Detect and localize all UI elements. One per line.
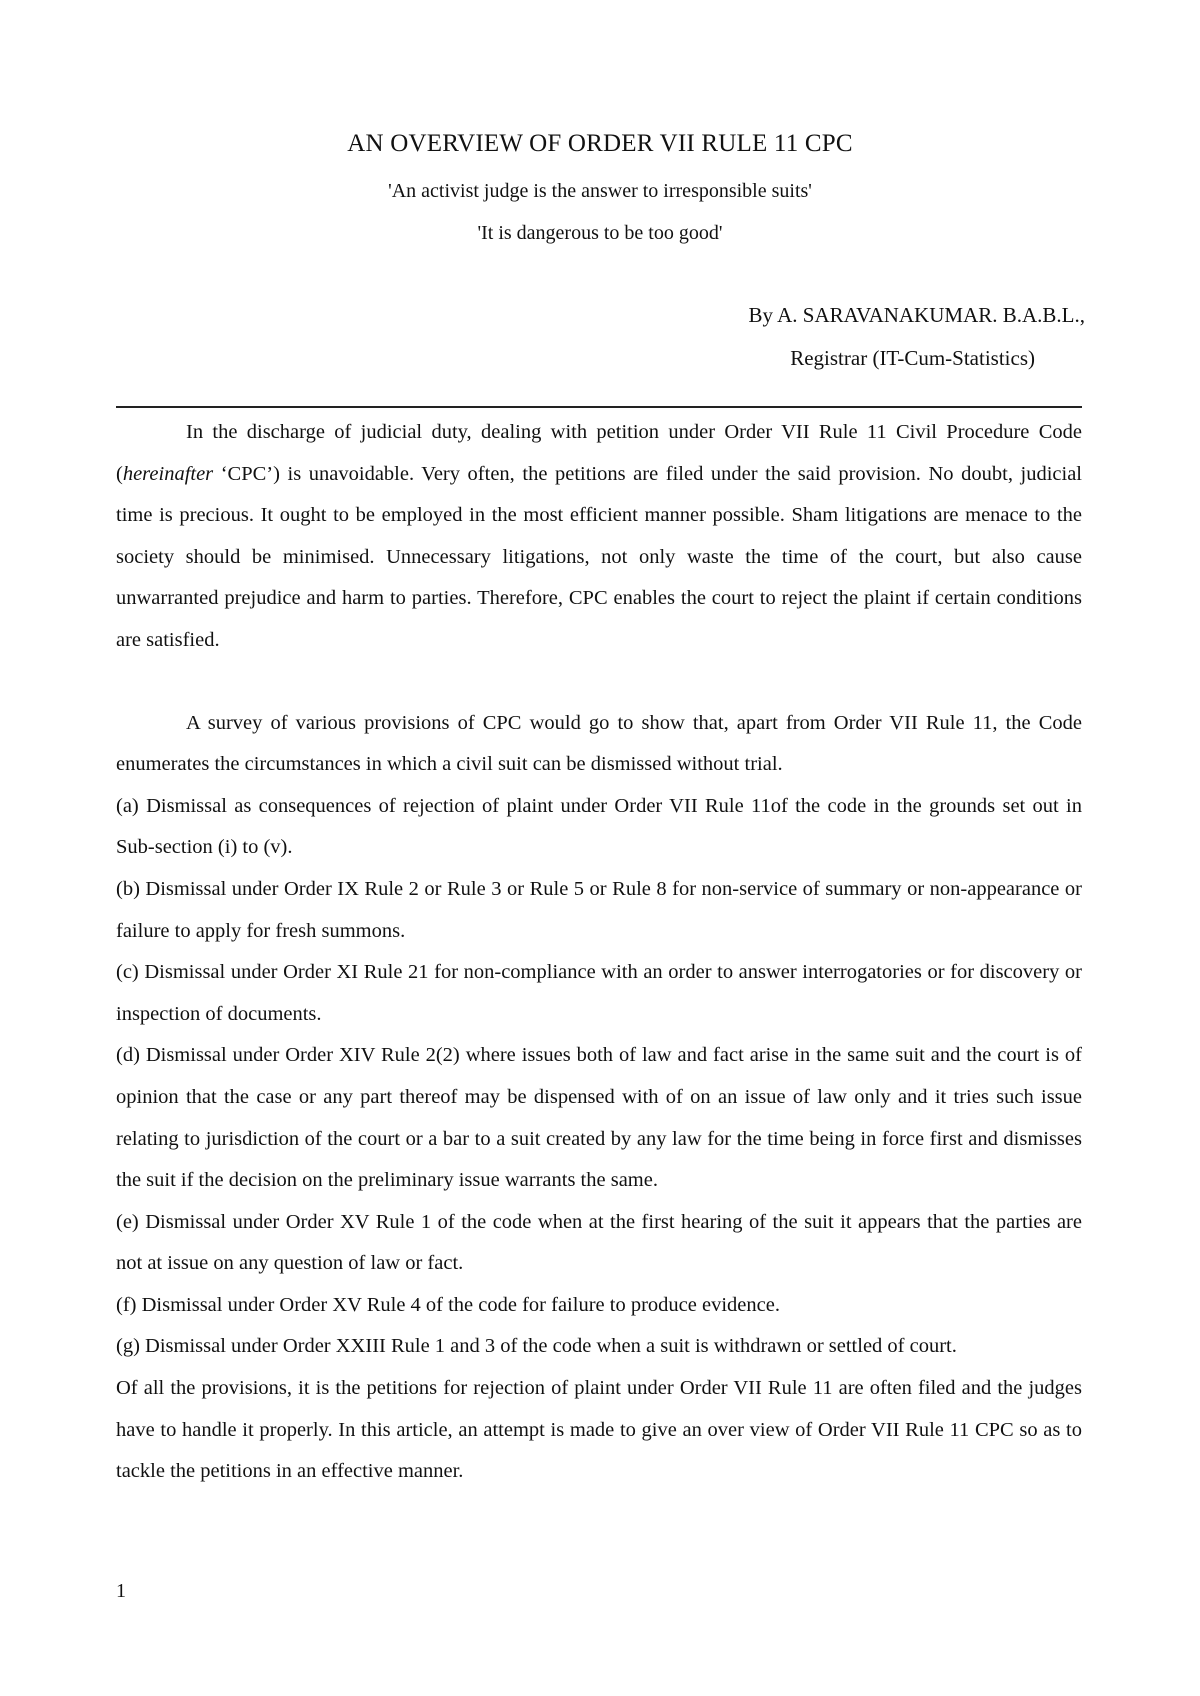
list-item-a: (a) Dismissal as consequences of rejection of plaint under Order VII Rule 11of the code in the grounds set out in Sub-section (i) to (v). [116, 794, 1082, 859]
page-number: 1 [116, 1580, 126, 1602]
author-byline: By A. SARAVANAKUMAR. B.A.B.L., [748, 303, 1085, 327]
document-body [116, 412, 1082, 1493]
epigraph-quote-2: 'It is dangerous to be too good' [477, 222, 723, 244]
epigraph-quote-1: 'An activist judge is the answer to irresponsible suits' [388, 180, 812, 202]
list-item-c: (c) Dismissal under Order XI Rule 21 for non-compliance with an order to answer interrogatories or for discovery or inspection of documents. [116, 961, 1082, 1025]
paragraph-intro-end: ‘CPC’) is unavoidable. Very often, the petitions are filed under the said provision. No doubt, judicial time is precious. It ought to be employed in the most efficient manner possible. Sham litigations are menace to the society should be minimised. Unnecessary litigations, not only waste the time of the court, but also cause unwarranted prejudice and harm to parties. Therefore, CPC enables the court to reject the plaint if certain conditions are satisfied. [116, 462, 1082, 651]
horizontal-rule [116, 406, 1082, 408]
document-title: AN OVERVIEW OF ORDER VII RULE 11 CPC [347, 130, 853, 157]
paragraph-gap [116, 662, 1082, 703]
author-role: Registrar (IT-Cum-Statistics) [790, 346, 1035, 370]
list-item-g: (g) Dismissal under Order XXIII Rule 1 and 3 of the code when a suit is withdrawn or settled of court. [116, 1335, 957, 1358]
paragraph-survey: A survey of various provisions of CPC would go to show that, apart from Order VII Rule 11, the Code enumerates the circumstances in which a civil suit can be dismissed without trial. [116, 711, 1082, 776]
paragraph-intro-start: In the discharge of judicial duty, dealing with petition under Order VII Rule 11 Civil Procedure Code ( [116, 421, 1082, 485]
list-item-b: (b) Dismissal under Order IX Rule 2 or Rule 3 or Rule 5 or Rule 8 for non-service of summary or non-appearance or failure to apply for fresh summons. [116, 877, 1082, 942]
paragraph-conclusion: Of all the provisions, it is the petitions for rejection of plaint under Order VII Rule 11 are often filed and the judges have to handle it properly. In this article, an attempt is made to give an over view of Order VII Rule 11 CPC so as to tackle the petitions in an effective manner. [116, 1377, 1082, 1483]
paragraph-intro [116, 412, 1082, 662]
list-item-e: (e) Dismissal under Order XV Rule 1 of the code when at the first hearing of the suit it appears that the parties are not at issue on any question of law or fact. [116, 1210, 1082, 1275]
list-item-d: (d) Dismissal under Order XIV Rule 2(2) where issues both of law and fact arise in the same suit and the court is of opinion that the case or any part thereof may be dispensed with of on an issue of law only and it tries such issue relating to jurisdiction of the court or a bar to a suit created by any law for the time being in force first and dismisses the suit if the decision on the preliminary issue warrants the same. [116, 1044, 1082, 1192]
list-item-f: (f) Dismissal under Order XV Rule 4 of the code for failure to produce evidence. [116, 1293, 780, 1316]
paragraph-intro-italic: hereinafter [122, 462, 214, 485]
